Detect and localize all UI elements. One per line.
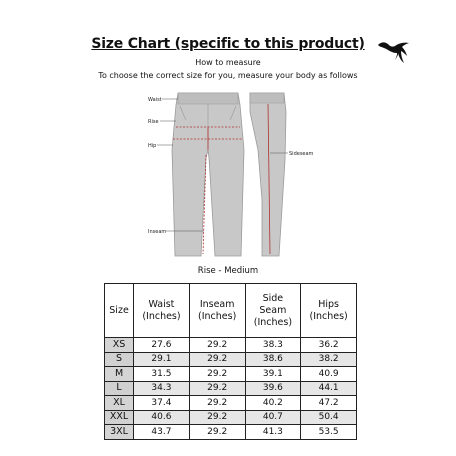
label-waist: Waist — [148, 97, 162, 103]
header-inseam: Inseam (Inches) — [189, 284, 245, 338]
table-row — [105, 396, 357, 411]
hips-cell: 36.2 — [301, 338, 357, 353]
waist-cell: 37.4 — [134, 396, 190, 411]
waist-cell: 31.5 — [134, 367, 190, 382]
pants-side-view — [250, 93, 286, 256]
side-seam-cell: 39.1 — [245, 367, 301, 382]
header-waist: Waist (Inches) — [134, 284, 190, 338]
table-row — [105, 425, 357, 440]
waist-cell: 40.6 — [134, 410, 190, 425]
size-cell: XL — [105, 396, 134, 411]
side-seam-cell: 38.3 — [245, 338, 301, 353]
side-seam-cell: 38.6 — [245, 352, 301, 367]
hips-cell: 38.2 — [301, 352, 357, 367]
label-rise: Rise — [148, 119, 159, 125]
table-row — [105, 352, 357, 367]
inseam-cell: 29.2 — [189, 396, 245, 411]
size-cell: 3XL — [105, 425, 134, 440]
rise-subheading: Rise - Medium — [197, 266, 259, 276]
pants-front-view — [172, 93, 244, 256]
hips-cell: 53.5 — [301, 425, 357, 440]
waist-cell: 27.6 — [134, 338, 190, 353]
label-sideseam: Sideseam — [289, 151, 314, 157]
inseam-cell: 29.2 — [189, 381, 245, 396]
inseam-cell: 29.2 — [189, 367, 245, 382]
hips-cell: 47.2 — [301, 396, 357, 411]
size-cell: M — [105, 367, 134, 382]
label-inseam: Inseam — [148, 229, 167, 235]
waist-cell: 34.3 — [134, 381, 190, 396]
size-cell: S — [105, 352, 134, 367]
table-row — [105, 367, 357, 382]
inseam-cell: 29.2 — [189, 425, 245, 440]
inseam-cell: 29.2 — [189, 352, 245, 367]
side-seam-cell: 39.6 — [245, 381, 301, 396]
how-to-measure-heading: How to measure — [195, 58, 261, 67]
size-chart-table — [104, 283, 357, 440]
waist-cell: 43.7 — [134, 425, 190, 440]
label-hip: Hip — [148, 143, 157, 149]
measure-instructions: To choose the correct size for you, measure your body as follows — [98, 71, 358, 80]
size-cell: L — [105, 381, 134, 396]
table-row — [105, 338, 357, 353]
waist-cell: 29.1 — [134, 352, 190, 367]
hips-cell: 40.9 — [301, 367, 357, 382]
size-cell: XS — [105, 338, 134, 353]
inseam-cell: 29.2 — [189, 410, 245, 425]
page-title: Size Chart (specific to this product) — [91, 36, 365, 52]
size-cell: XXL — [105, 410, 134, 425]
table-row — [105, 410, 357, 425]
hips-cell: 50.4 — [301, 410, 357, 425]
side-seam-cell: 41.3 — [245, 425, 301, 440]
header-hips: Hips (Inches) — [301, 284, 357, 338]
table-header-row — [105, 284, 357, 338]
side-seam-cell: 40.7 — [245, 410, 301, 425]
side-seam-cell: 40.2 — [245, 396, 301, 411]
header-side-seam: Side Seam (Inches) — [245, 284, 301, 338]
inseam-cell: 29.2 — [189, 338, 245, 353]
table-row — [105, 381, 357, 396]
header-size: Size — [105, 284, 134, 338]
hips-cell: 44.1 — [301, 381, 357, 396]
